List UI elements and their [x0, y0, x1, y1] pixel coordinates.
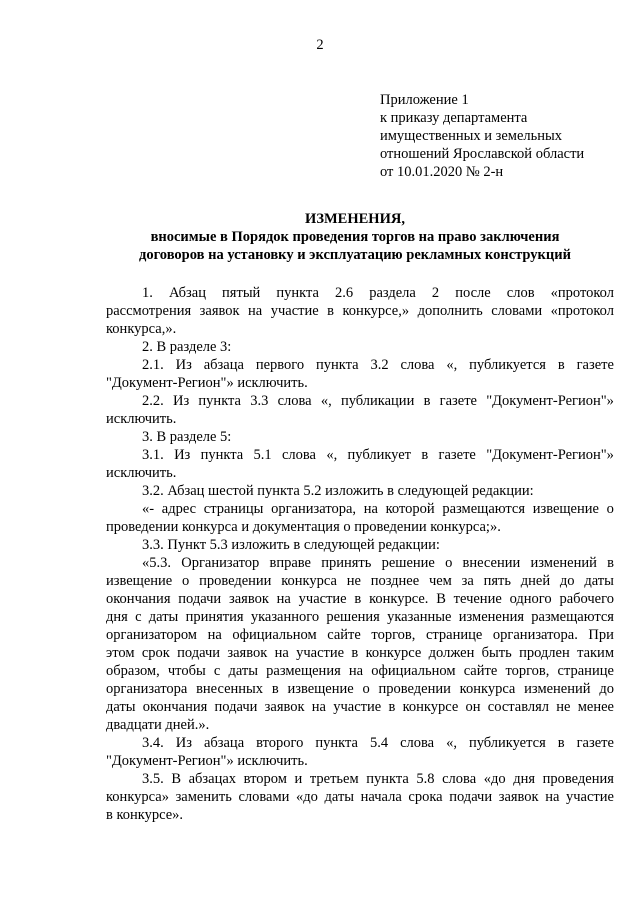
body-word: «до: [296, 789, 318, 805]
body-word: дней: [520, 573, 551, 589]
body-word: течение: [453, 591, 502, 607]
body-word: с: [135, 609, 142, 625]
body-word: о: [182, 573, 190, 589]
body-word: газете: [439, 393, 477, 409]
body-word: втором: [243, 771, 287, 787]
body-word: заявок: [228, 591, 269, 607]
body-word: на: [274, 645, 289, 661]
body-word: пункта: [276, 285, 319, 301]
body-word: пункта: [366, 771, 409, 787]
body-word: организатором: [106, 627, 197, 643]
body-word: подачи: [178, 591, 222, 607]
body-word: участие: [566, 789, 614, 805]
body-word: начала: [360, 789, 402, 805]
body-word: торгов,: [505, 663, 550, 679]
body-word: размещаются: [442, 501, 526, 517]
body-word: даты: [106, 699, 136, 715]
body-word: организатора.: [492, 627, 578, 643]
body-word: Из: [172, 393, 190, 409]
body-line: [106, 770, 614, 788]
body-word: сайте: [327, 627, 361, 643]
body-word: даты: [324, 789, 355, 805]
appendix-line: имущественных и земельных: [380, 128, 563, 144]
body-word: страницы: [203, 501, 264, 517]
body-word: абзаца: [203, 357, 244, 373]
body-word: не: [346, 573, 361, 589]
body-word: «,: [446, 735, 457, 751]
body-word: публикуется: [469, 357, 546, 373]
body-line: [106, 680, 614, 698]
body-word: проведении: [378, 681, 451, 697]
body-word: слова: [277, 393, 312, 409]
body-line: 2. В разделе 3:: [142, 339, 232, 355]
body-word: странице: [557, 663, 614, 679]
body-word: быть: [481, 645, 512, 661]
body-word: о: [362, 681, 370, 697]
body-word: слова: [400, 735, 435, 751]
body-word: конкурса: [281, 573, 337, 589]
body-word: В: [436, 591, 446, 607]
body-word: «-: [142, 501, 155, 517]
body-word: в: [351, 645, 359, 661]
body-word: 2.1.: [142, 357, 164, 373]
body-word: участие: [333, 699, 382, 715]
body-word: слов: [506, 285, 535, 301]
body-word: на: [545, 789, 560, 805]
body-word: слова: [281, 447, 316, 463]
body-line: [106, 590, 614, 608]
body-word: в: [557, 735, 565, 751]
body-word: изменений: [524, 681, 591, 697]
body-word: за: [461, 573, 474, 589]
body-word: газете: [438, 447, 476, 463]
body-word: словами: [238, 789, 290, 805]
body-line: [106, 662, 614, 680]
body-word: публикуется: [468, 735, 546, 751]
body-word: 5.4: [369, 735, 389, 751]
body-word: адрес: [161, 501, 197, 517]
body-word: пункта: [198, 393, 241, 409]
body-word: 2.6: [335, 285, 354, 301]
body-word: указанного: [250, 609, 320, 625]
body-line: [106, 500, 614, 518]
body-line: исключить.: [106, 465, 177, 481]
body-word: позднее: [370, 573, 420, 589]
page-number: 2: [316, 37, 324, 53]
body-word: первого: [255, 357, 305, 373]
body-line: [106, 788, 614, 806]
body-word: 3.4.: [142, 735, 164, 751]
body-line: проведении конкурса и документация о проведении конкурса;».: [106, 519, 501, 535]
body-word: изменения: [458, 609, 525, 625]
body-word: после: [455, 285, 491, 301]
body-word: до: [599, 681, 614, 697]
body-word: в: [607, 555, 614, 571]
body-word: конкурсе.: [369, 591, 429, 607]
body-word: указанные: [387, 609, 452, 625]
body-word: в: [271, 681, 279, 697]
body-word: таким: [577, 645, 614, 661]
body-word: «протокол: [550, 303, 614, 319]
body-word: конкурсе: [365, 645, 422, 661]
body-word: с: [213, 663, 221, 679]
body-word: на: [348, 663, 364, 679]
body-word: словами: [491, 303, 543, 319]
body-word: пять: [483, 573, 511, 589]
body-word: извещение: [532, 501, 599, 517]
body-word: в: [423, 393, 431, 409]
body-line: в конкурсе».: [106, 807, 184, 823]
body-word: 3.1.: [142, 447, 164, 463]
body-line: 3. В разделе 5:: [142, 429, 232, 445]
body-line: [106, 446, 614, 464]
body-line: [106, 572, 614, 590]
body-word: торгов,: [371, 627, 416, 643]
body-word: 5.8: [416, 771, 435, 787]
body-word: в: [421, 447, 429, 463]
body-word: решение: [381, 555, 435, 571]
body-word: публикует: [347, 447, 412, 463]
body-line: [106, 302, 614, 320]
body-word: даты: [148, 609, 179, 625]
body-word: на: [207, 627, 222, 643]
body-word: образом,: [106, 663, 160, 679]
body-word: внесенных: [196, 681, 264, 697]
body-word: о: [606, 501, 614, 517]
body-word: окончания: [106, 591, 171, 607]
body-word: 3.5.: [142, 771, 164, 787]
body-word: конкурса»: [106, 789, 169, 805]
body-word: дня: [513, 771, 536, 787]
body-word: проведении: [199, 573, 272, 589]
body-word: внесении: [462, 555, 521, 571]
body-word: которой: [385, 501, 435, 517]
body-word: участие: [296, 645, 345, 661]
body-word: менее: [577, 699, 614, 715]
body-word: конкурсе,»: [342, 303, 410, 319]
body-line: конкурса,».: [106, 321, 177, 337]
appendix-line: к приказу департамента: [380, 110, 528, 126]
body-word: извещение: [106, 573, 173, 589]
body-word: пункта: [200, 447, 244, 463]
body-word: В: [171, 771, 182, 787]
body-word: 1.: [142, 285, 153, 301]
body-word: 3.2: [370, 357, 389, 373]
body-word: одного: [509, 591, 552, 607]
body-line: [106, 554, 614, 572]
body-word: этом: [106, 645, 135, 661]
body-word: слова: [400, 357, 435, 373]
body-line: "Документ-Регион"» исключить.: [106, 375, 308, 391]
body-word: 3.3: [250, 393, 269, 409]
body-word: «,: [326, 447, 338, 463]
body-word: срока: [408, 789, 443, 805]
body-line: исключить.: [106, 411, 177, 427]
body-word: чтобы: [167, 663, 206, 679]
heading-subtitle-line: договоров на установку и эксплуатацию рекламных конструкций: [139, 247, 571, 263]
body-word: подачи: [214, 699, 258, 715]
body-word: заявок: [227, 645, 268, 661]
body-line: [106, 356, 614, 374]
body-word: «,: [320, 393, 332, 409]
body-word: слова: [442, 771, 477, 787]
body-word: принять: [321, 555, 372, 571]
body-word: Из: [174, 447, 191, 463]
body-word: участие: [270, 303, 319, 319]
body-word: «протокол: [550, 285, 614, 301]
body-word: на: [363, 501, 378, 517]
body-word: организатора: [106, 681, 188, 697]
body-word: заявок: [199, 303, 240, 319]
body-word: При: [588, 627, 614, 643]
body-word: "Документ-Регион"»: [486, 447, 614, 463]
body-word: чем: [428, 573, 452, 589]
body-word: о: [445, 555, 453, 571]
body-word: 2: [431, 285, 440, 301]
body-word: рабочего: [559, 591, 614, 607]
body-word: подачи: [449, 789, 493, 805]
body-line: [106, 392, 614, 410]
body-line: [106, 626, 614, 644]
body-line: двадцати дней.».: [106, 717, 210, 733]
body-word: конкурса: [459, 681, 516, 697]
body-word: Из: [175, 735, 192, 751]
body-word: организатора,: [271, 501, 357, 517]
body-word: газете: [576, 357, 614, 373]
body-line: 3.2. Абзац шестой пункта 5.2 изложить в следующей редакции:: [142, 483, 534, 499]
body-word: официальном: [232, 627, 317, 643]
body-word: второго: [256, 735, 304, 751]
body-word: срок: [141, 645, 170, 661]
body-word: абзаца: [203, 735, 245, 751]
body-word: пятый: [222, 285, 261, 301]
body-word: до: [559, 573, 575, 589]
body-word: извещение: [287, 681, 354, 697]
body-word: "Документ-Регион"»: [486, 393, 614, 409]
body-line: [106, 608, 614, 626]
body-word: заявок: [264, 699, 305, 715]
body-line: [106, 644, 614, 662]
body-word: должен: [428, 645, 475, 661]
body-word: не: [556, 699, 571, 715]
body-word: на: [276, 591, 291, 607]
body-line: [106, 734, 614, 752]
appendix-line: от 10.01.2020 № 2-н: [380, 164, 504, 180]
body-word: в: [354, 591, 362, 607]
heading-title: ИЗМЕНЕНИЯ,: [305, 211, 405, 227]
body-word: проведения: [542, 771, 614, 787]
body-word: продлен: [519, 645, 570, 661]
body-word: пункта: [315, 735, 358, 751]
body-word: в: [327, 303, 335, 319]
body-word: и: [294, 771, 303, 787]
body-word: решения: [326, 609, 380, 625]
body-word: Из: [175, 357, 192, 373]
body-word: заменить: [175, 789, 232, 805]
body-word: официальном: [371, 663, 456, 679]
body-word: третьем: [309, 771, 359, 787]
heading-subtitle-line: вносимые в Порядок проведения торгов на право заключения: [150, 229, 560, 245]
body-word: изменений: [530, 555, 597, 571]
body-word: странице: [425, 627, 483, 643]
body-word: 2.2.: [142, 393, 164, 409]
body-word: составлял: [487, 699, 550, 715]
body-line: [106, 284, 614, 302]
appendix-block: [380, 91, 620, 181]
body-word: он: [465, 699, 481, 715]
body-word: вправе: [269, 555, 311, 571]
body-word: Абзац: [168, 285, 206, 301]
body-word: заявок: [498, 789, 539, 805]
body-line: 3.3. Пункт 5.3 изложить в следующей редакции:: [142, 537, 440, 553]
body-word: «,: [446, 357, 458, 373]
body-word: даты: [228, 663, 258, 679]
appendix-line: отношений Ярославской области: [380, 146, 585, 162]
body-word: конкурсе: [402, 699, 459, 715]
body-word: размещаются: [531, 609, 614, 625]
body-word: дополнить: [417, 303, 483, 319]
body-word: публикации: [340, 393, 415, 409]
body-word: пункта: [315, 357, 359, 373]
body-word: сайте: [463, 663, 498, 679]
body-word: даты: [584, 573, 614, 589]
body-word: рассмотрения: [106, 303, 192, 319]
body-word: размещения: [266, 663, 341, 679]
appendix-line: Приложение 1: [380, 92, 469, 108]
document-body: [106, 284, 614, 824]
body-word: «до: [483, 771, 506, 787]
body-word: принятия: [185, 609, 244, 625]
body-line: "Документ-Регион"» исключить.: [106, 753, 308, 769]
body-word: газете: [576, 735, 614, 751]
body-word: абзацах: [188, 771, 237, 787]
body-word: Организатор: [181, 555, 260, 571]
document-heading: [96, 210, 614, 264]
body-word: на: [248, 303, 263, 319]
body-word: раздела: [369, 285, 416, 301]
body-word: подачи: [177, 645, 221, 661]
body-word: «5.3.: [142, 555, 171, 571]
body-word: в: [557, 357, 565, 373]
body-word: дня: [106, 609, 128, 625]
body-word: участие: [298, 591, 347, 607]
body-line: [106, 698, 614, 716]
body-word: в: [388, 699, 396, 715]
body-word: окончания: [142, 699, 208, 715]
body-word: на: [311, 699, 326, 715]
body-word: 5.1: [253, 447, 272, 463]
